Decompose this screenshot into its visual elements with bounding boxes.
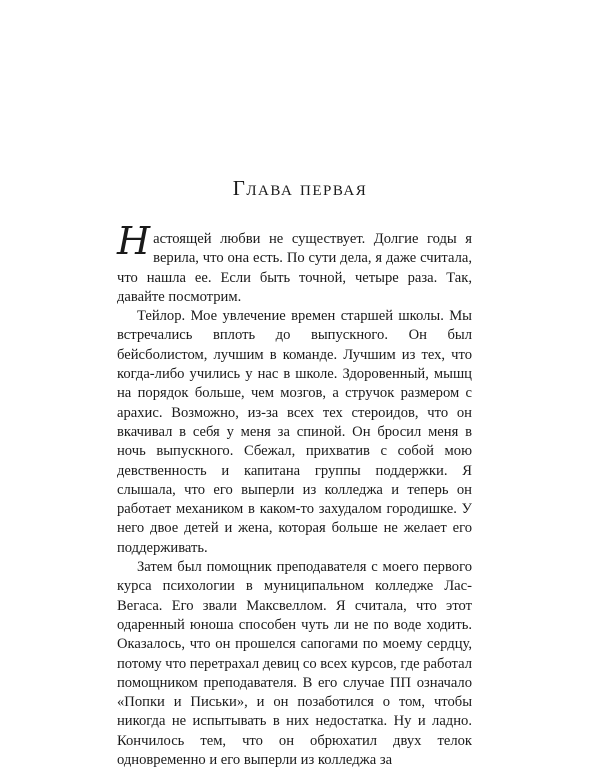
chapter-title: Глава первая [232, 176, 368, 200]
paragraph-1-text: астоящей любви не существует. Долгие годы я верила, что она есть. По сути дела, я даже считала, что нашла ее. Если быть точной, четыре раза. Так, давайте посмотрим. [117, 231, 472, 305]
paragraph-2: Тейлор. Мое увлечение времен старшей школы. Мы встречались вплоть до выпускного. Он был бейсболистом, лучшим в команде. Лучшим из тех, что когда-либо учились у нас в школе. Здоровенный, мышц на порядок больше, чем мозгов, а стручок размером с арахис. Возможно, из-за всех тех стероидов, что он вкачивал в себя у меня за спиной. Он бросил меня в ночь выпускного. Сбежал, прихватив с собой мою девственность и капитана группы поддержки. Я слышала, что его выперли из колледжа и теперь он работает механиком в каком-то захудалом городишке. У него двое детей и жена, которая больше не желает его поддерживать. [117, 308, 472, 556]
chapter-body [117, 219, 472, 770]
paragraph-1 [117, 219, 472, 307]
paragraph-3: Затем был помощник преподавателя с моего первого курса психологии в муниципальном колледже Лас-Вегаса. Его звали Максвеллом. Я считала, что этот одаренный юноша способен чуть ли не по воде ходить. Оказалось, что он прошелся сапогами по моему сердцу, потому что перетрахал девиц со всех курсов, где работал помощником преподавателя. В его случае ПП означало «Попки и Письки», и он позаботился о том, чтобы никогда не испытывать в них недостатка. Ну и ладно. Кончилось тем, что он обрюхатил двух телок одновременно и его выперли из колледжа за [117, 559, 472, 769]
drop-cap: Н [117, 219, 151, 263]
